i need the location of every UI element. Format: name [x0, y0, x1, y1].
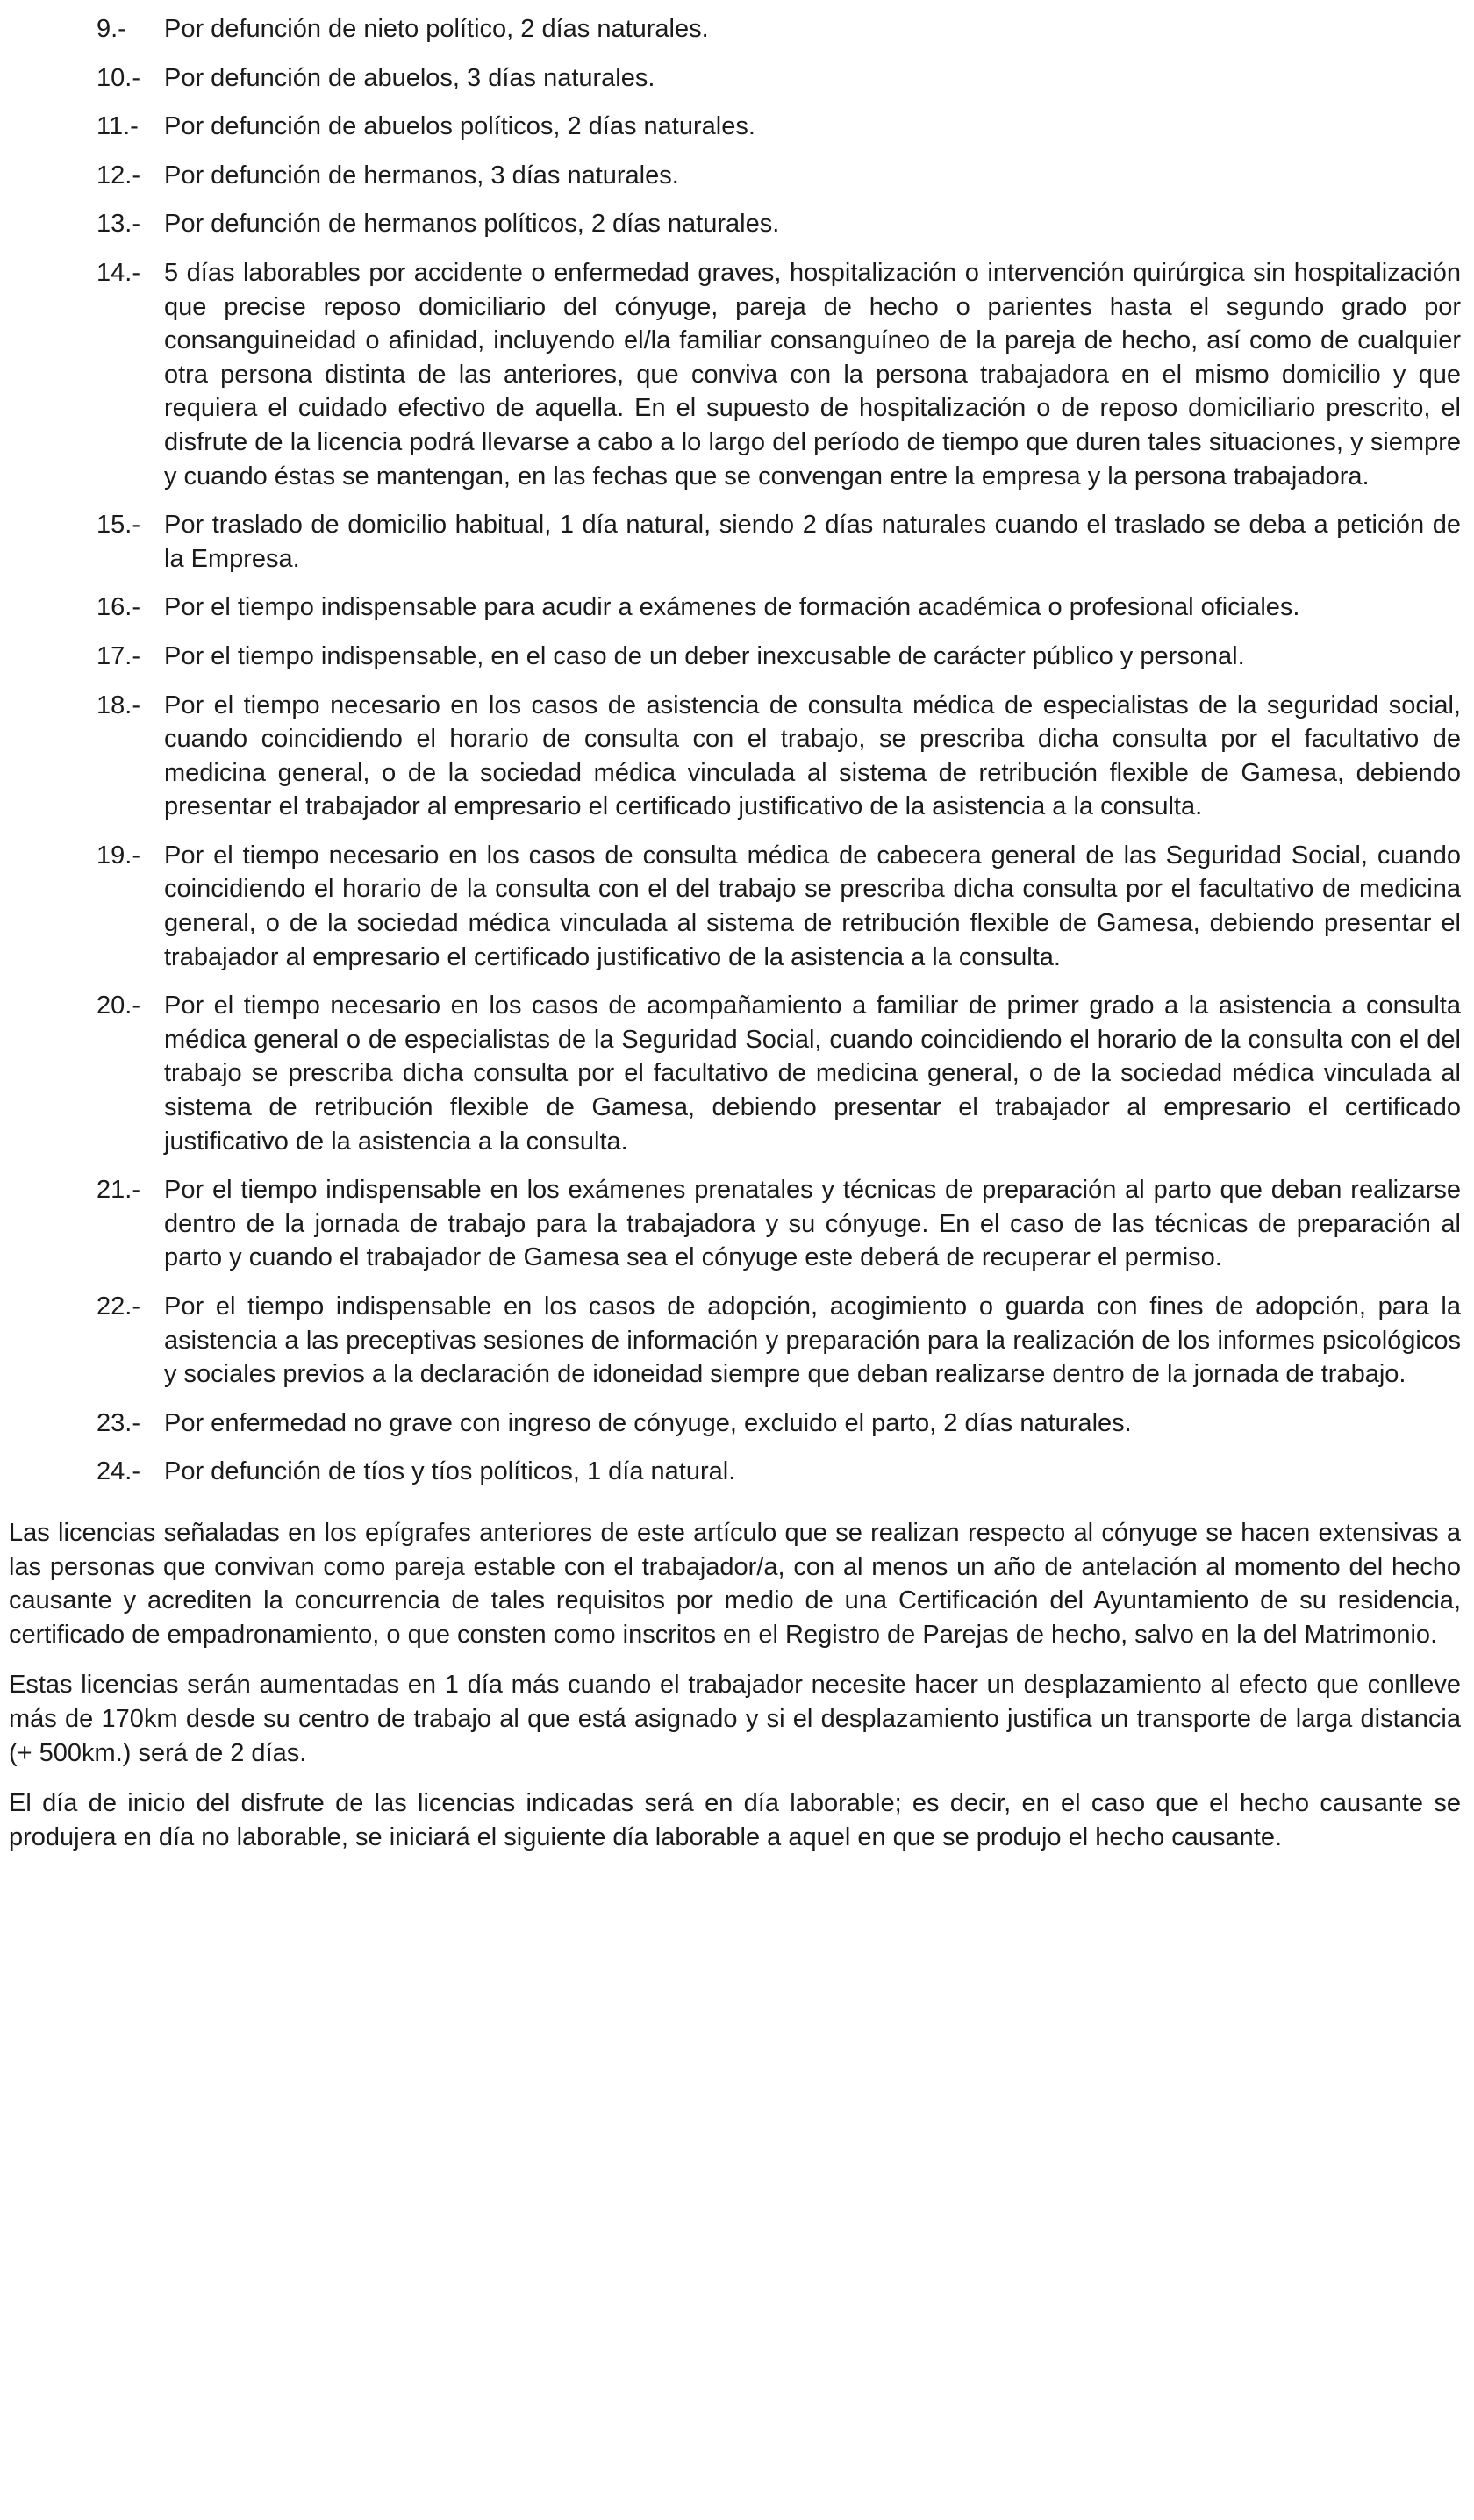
- item-number: 18.-: [97, 691, 140, 719]
- item-text: Por el tiempo indispensable en los casos de adopción, acogimiento o guarda con fines de adopción, para la asistencia a las preceptivas sesiones de información y preparación para la realización de los informes psicológicos y sociales previos a la declaración de idoneidad siempre que deban realizarse dentro de la jornada de trabajo.: [164, 1292, 1461, 1389]
- item-number: 19.-: [97, 841, 140, 870]
- list-item: [97, 256, 1461, 493]
- list-item: [97, 1173, 1461, 1275]
- list-item: [97, 689, 1461, 824]
- paragraph: Estas licencias serán aumentadas en 1 día más cuando el trabajador necesite hacer un desplazamiento al efecto que conlleve más de 170km desde su centro de trabajo al que está asignado y si el desplazamiento justifica un transporte de larga distancia (+ 500km.) será de 2 días.: [9, 1671, 1461, 1767]
- item-text: Por defunción de tíos y tíos políticos, 1 día natural.: [164, 1457, 736, 1486]
- item-number: 11.-: [97, 112, 139, 141]
- closing-paragraphs: [9, 1516, 1461, 1854]
- item-text: Por el tiempo indispensable para acudir a exámenes de formación académica o profesional oficiales.: [164, 593, 1300, 622]
- item-text: Por el tiempo indispensable en los exámenes prenatales y técnicas de preparación al parto que deban realizarse dentro de la jornada de trabajo para la trabajadora y su cónyuge. En el caso de las técnicas de preparación al parto y cuando el trabajador de Gamesa sea el cónyuge este deberá de recuperar el permiso.: [164, 1176, 1461, 1272]
- item-number: 22.-: [97, 1292, 140, 1321]
- item-number: 10.-: [97, 63, 140, 92]
- item-text: Por el tiempo indispensable, en el caso de un deber inexcusable de carácter público y personal.: [164, 641, 1245, 670]
- list-item: [97, 640, 1461, 674]
- list-item: [97, 159, 1461, 193]
- list-item: [97, 989, 1461, 1158]
- list-item: [97, 508, 1461, 576]
- item-text: Por enfermedad no grave con ingreso de cónyuge, excluido el parto, 2 días naturales.: [164, 1408, 1132, 1437]
- item-text: Por traslado de domicilio habitual, 1 día natural, siendo 2 días naturales cuando el traslado se deba a petición de la Empresa.: [164, 511, 1461, 573]
- list-item: [97, 1407, 1461, 1441]
- item-number: 13.-: [97, 210, 140, 239]
- list-item: [97, 1290, 1461, 1392]
- list-item: [97, 110, 1461, 144]
- item-number: 12.-: [97, 161, 140, 190]
- item-number: 16.-: [97, 593, 140, 622]
- item-number: 14.-: [97, 258, 140, 287]
- item-number: 23.-: [97, 1408, 140, 1437]
- item-number: 15.-: [97, 511, 140, 540]
- item-text: Por defunción de abuelos políticos, 2 días naturales.: [164, 112, 755, 141]
- list-item: [97, 61, 1461, 96]
- list-item: [97, 591, 1461, 625]
- list-item: [97, 1455, 1461, 1489]
- item-text: Por el tiempo necesario en los casos de asistencia de consulta médica de especialistas de la seguridad social, cuando coincidiendo el horario de consulta con el trabajo, se prescriba dicha consulta por el facultativo de medicina general, o de la sociedad médica vinculada al sistema de retribución flexible de Gamesa, debiendo presentar el trabajador al empresario el certificado justificativo de la asistencia a la consulta.: [164, 691, 1461, 821]
- list-item: [97, 839, 1461, 974]
- list-item: [97, 207, 1461, 241]
- item-text: Por defunción de abuelos, 3 días naturales.: [164, 63, 655, 92]
- item-number: 17.-: [97, 641, 140, 670]
- item-number: 24.-: [97, 1457, 140, 1486]
- item-text: Por defunción de hermanos, 3 días naturales.: [164, 161, 679, 190]
- item-number: 9.-: [97, 15, 126, 43]
- item-number: 21.-: [97, 1176, 140, 1205]
- paragraph: Las licencias señaladas en los epígrafes anteriores de este artículo que se realizan respecto al cónyuge se hacen extensivas a las personas que convivan como pareja estable con el trabajador/a, con al menos un año de antelación al momento del hecho causante y acrediten la concurrencia de tales requisitos por medio de una Certificación del Ayuntamiento de su residencia, certificado de empadronamiento, o que consten como inscritos en el Registro de Parejas de hecho, salvo en la del Matrimonio.: [9, 1518, 1461, 1649]
- list-item: [97, 12, 1461, 47]
- item-text: Por defunción de hermanos políticos, 2 días naturales.: [164, 210, 780, 239]
- item-text: 5 días laborables por accidente o enfermedad graves, hospitalización o intervención quirúrgica sin hospitalización que precise reposo domiciliario del cónyuge, pareja de hecho o parientes hasta el segundo grado por consanguineidad o afinidad, incluyendo el/la familiar consanguíneo de la pareja de hecho, así como de cualquier otra persona distinta de las anteriores, que conviva con la persona trabajadora en el mismo domicilio y que requiera el cuidado efectivo de aquella. En el supuesto de hospitalización o de reposo domiciliario prescrito, el disfrute de la licencia podrá llevarse a cabo a lo largo del período de tiempo que duren tales situaciones, y siempre y cuando éstas se mantengan, en las fechas que se convengan entre la empresa y la persona trabajadora.: [164, 258, 1461, 490]
- item-text: Por defunción de nieto político, 2 días naturales.: [164, 15, 709, 43]
- item-text: Por el tiempo necesario en los casos de acompañamiento a familiar de primer grado a la asistencia a consulta médica general o de especialistas de la Seguridad Social, cuando coincidiendo el horario de la consulta con el del trabajo se prescriba dicha consulta por el facultativo de medicina general, o de la sociedad médica vinculada al sistema de retribución flexible de Gamesa, debiendo presentar el trabajador al empresario el certificado justificativo de la asistencia a la consulta.: [164, 992, 1461, 1156]
- license-list: [9, 12, 1461, 1489]
- item-text: Por el tiempo necesario en los casos de consulta médica de cabecera general de las Seguridad Social, cuando coincidiendo el horario de la consulta con el del trabajo se prescriba dicha consulta por el facultativo de medicina general, o de la sociedad médica vinculada al sistema de retribución flexible de Gamesa, debiendo presentar el trabajador al empresario el certificado justificativo de la asistencia a la consulta.: [164, 841, 1461, 971]
- item-number: 20.-: [97, 992, 140, 1020]
- paragraph: El día de inicio del disfrute de las licencias indicadas será en día laborable; es decir, en el caso que el hecho causante se produjera en día no laborable, se iniciará el siguiente día laborable a aquel en que se produjo el hecho causante.: [9, 1789, 1461, 1851]
